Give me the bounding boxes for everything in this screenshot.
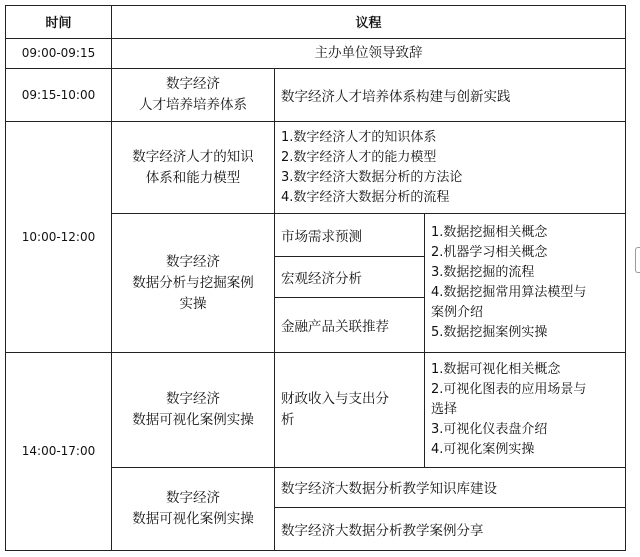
subtopic-line: 析	[281, 411, 295, 428]
items-cell	[425, 214, 626, 352]
time-cell: 09:15-10:00	[6, 69, 112, 122]
topic-line: 人才培养培养体系	[139, 96, 247, 113]
items-cell	[275, 121, 626, 214]
content-cell: 数字经济大数据分析教学案例分享	[275, 508, 626, 551]
list-item: 4.数字经济大数据分析的流程	[281, 189, 450, 205]
header-row	[6, 6, 626, 39]
topic-line: 数字经济	[166, 489, 220, 506]
subtopic-cell: 宏观经济分析	[275, 257, 425, 298]
list-item: 1.数据挖掘相关概念	[431, 225, 548, 241]
content-cell: 数字经济人才培养体系构建与创新实践	[275, 69, 626, 122]
list-item: 2.机器学习相关概念	[431, 245, 548, 261]
topic-cell	[112, 121, 275, 214]
table-row	[6, 352, 626, 467]
list-item: 5.数据挖掘案例实操	[431, 325, 548, 341]
list-item: 4.数据挖掘常用算法模型与	[431, 285, 587, 301]
topic-line: 数据可视化案例实操	[132, 411, 254, 428]
subtopic-cell: 金融产品关联推荐	[275, 297, 425, 352]
list-item: 1.数字经济人才的知识体系	[281, 129, 437, 145]
subtopic-cell	[275, 352, 425, 467]
topic-line: 数据可视化案例实操	[132, 510, 254, 527]
table-row	[6, 38, 626, 69]
topic-line: 体系和能力模型	[145, 169, 241, 186]
topic-line: 实操	[179, 295, 207, 312]
topic-cell	[112, 467, 275, 550]
list-item: 1.数据可视化相关概念	[431, 361, 561, 377]
subtopic-line: 财政收入与支出分	[281, 390, 389, 407]
list-item: 3.可视化仪表盘介绍	[431, 421, 548, 437]
scroll-handle[interactable]	[635, 247, 640, 273]
time-cell: 14:00-17:00	[6, 352, 112, 550]
list-item: 4.可视化案例实操	[431, 441, 535, 457]
list-item: 选择	[431, 401, 458, 417]
list-item: 2.数字经济人才的能力模型	[281, 149, 437, 165]
table-row	[6, 69, 626, 122]
topic-line: 数字经济	[166, 390, 220, 407]
time-cell: 09:00-09:15	[6, 38, 112, 69]
topic-line: 数字经济	[166, 75, 220, 92]
table-row	[6, 121, 626, 214]
list-item: 案例介绍	[431, 305, 484, 321]
header-agenda: 议程	[112, 6, 626, 39]
content-cell: 主办单位领导致辞	[112, 38, 626, 69]
subtopic-cell: 市场需求预测	[275, 214, 425, 257]
topic-line: 数字经济人才的知识	[132, 148, 254, 165]
items-cell	[425, 352, 626, 467]
topic-line: 数字经济	[166, 253, 220, 270]
list-item: 3.数据挖掘的流程	[431, 265, 535, 281]
time-cell: 10:00-12:00	[6, 121, 112, 352]
topic-cell	[112, 352, 275, 467]
topic-cell	[112, 214, 275, 352]
list-item: 2.可视化图表的应用场景与	[431, 381, 587, 397]
header-time: 时间	[6, 6, 112, 39]
topic-line: 数据分析与挖掘案例	[132, 274, 254, 291]
list-item: 3.数字经济大数据分析的方法论	[281, 169, 463, 185]
content-cell: 数字经济大数据分析教学知识库建设	[275, 467, 626, 508]
agenda-table	[5, 5, 626, 551]
topic-cell	[112, 69, 275, 122]
